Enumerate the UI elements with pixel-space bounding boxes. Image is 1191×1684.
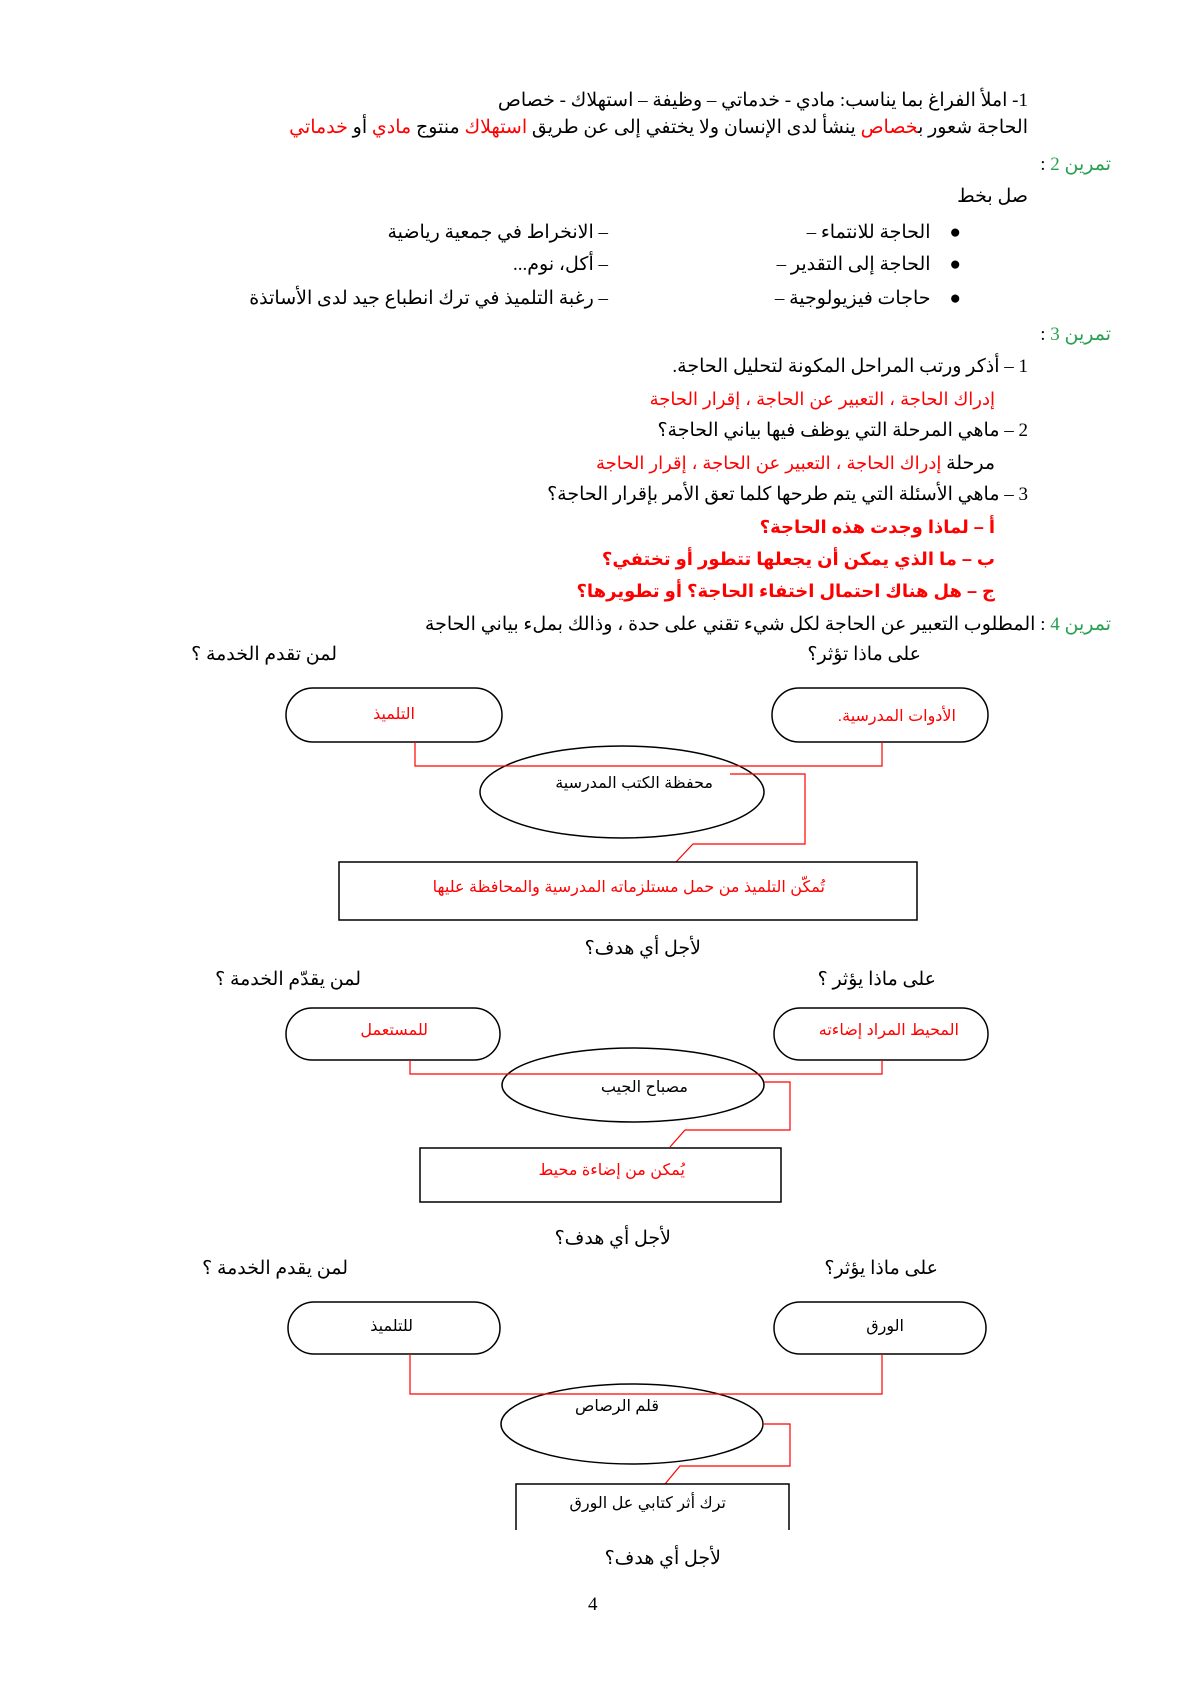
diagram-2-question-user: لمن يقدّم الخدمة ؟ bbox=[215, 969, 361, 990]
ex4-title: تمرين 4 bbox=[1050, 614, 1111, 635]
ex2-right-item: – الانخراط في جمعية رياضية bbox=[387, 222, 608, 243]
diagram-3-question-goal: لأجل أي هدف؟ bbox=[604, 1548, 721, 1569]
diagram-1-matter: الأدوات المدرسية. bbox=[837, 708, 956, 725]
ex2-title: تمرين 2 bbox=[1050, 154, 1111, 175]
diagram-1-product: محفظة الكتب المدرسية bbox=[555, 775, 713, 792]
ex3-question-1: 1 – أذكر ورتب المراحل المكونة لتحليل الحاجة. bbox=[672, 356, 1028, 377]
diagram-3-user: للتلميذ bbox=[370, 1318, 413, 1335]
diagram-2-question-goal: لأجل أي هدف؟ bbox=[554, 1228, 671, 1249]
ex2-left-item: ● حاجات فيزيولوجية – bbox=[774, 288, 961, 309]
ex2-right-item: – أكل، نوم... bbox=[513, 254, 608, 275]
diagram-2-goal: يُمكن من إضاءة محيط bbox=[538, 1162, 685, 1179]
diagram-3-connector-bottom bbox=[665, 1424, 790, 1484]
diagram-1-connector-top bbox=[415, 742, 882, 766]
ex2-instruction: صل بخط bbox=[957, 186, 1028, 207]
ex3-question-2: 2 – ماهي المرحلة التي يوظف فيها بياني الحاجة؟ bbox=[657, 420, 1028, 441]
diagram-3-goal: ترك أثر كتابي عل الورق bbox=[569, 1495, 726, 1512]
ex3-question-3: 3 – ماهي الأسئلة التي يتم طرحها كلما تعق الأمر بإقرار الحاجة؟ bbox=[547, 484, 1028, 505]
page-number: 4 bbox=[588, 1594, 598, 1615]
ex3-answer-2: مرحلة إدراك الحاجة ، التعبير عن الحاجة ، إقرار الحاجة bbox=[596, 453, 995, 474]
diagram-3-product: قلم الرصاص bbox=[575, 1398, 659, 1415]
ex1-answer-2: استهلاك bbox=[464, 117, 528, 138]
ex4-heading: تمرين 4 : المطلوب التعبير عن الحاجة لكل شيء تقني على حدة ، وذالك بملء بياني الحاجة bbox=[424, 614, 1111, 635]
diagram-1-question-goal: لأجل أي هدف؟ bbox=[584, 938, 701, 959]
ex3-answer-1: إدراك الحاجة ، التعبير عن الحاجة ، إقرار الحاجة bbox=[649, 389, 995, 409]
diagram-1-question-matter: على ماذا تؤثر؟ bbox=[807, 644, 921, 665]
diagram-2-user: للمستعمل bbox=[360, 1022, 428, 1039]
ex3-answer-3a: أ – لماذا وجدت هذه الحاجة؟ bbox=[759, 517, 995, 537]
ex1-sentence: الحاجة شعور بخصاص ينشأ لدى الإنسان ولا يختفي إلى عن طريق استهلاك منتوج مادي أو خدماتي bbox=[289, 117, 1028, 138]
diagram-2-question-matter: على ماذا يؤثر ؟ bbox=[817, 969, 936, 990]
diagram-1-question-user: لمن تقدم الخدمة ؟ bbox=[191, 644, 337, 665]
ex3-answer-3b: ب – ما الذي يمكن أن يجعلها تتطور أو تختفي؟ bbox=[601, 549, 995, 569]
ex3-title: تمرين 3 bbox=[1050, 324, 1111, 345]
diagram-3-question-matter: على ماذا يؤثر؟ bbox=[824, 1258, 938, 1279]
diagram-3-connector-top bbox=[410, 1354, 882, 1394]
ex1-answer-4: خدماتي bbox=[289, 117, 348, 138]
ex2-left-item: ● الحاجة للانتماء – bbox=[806, 222, 961, 243]
ex3-answer-3c: ج – هل هناك احتمال اختفاء الحاجة؟ أو تطويرها؟ bbox=[576, 581, 995, 601]
diagram-2-connector-top bbox=[410, 1060, 882, 1074]
ex3-heading: تمرين 3 : bbox=[1040, 324, 1111, 345]
diagram-2-connector-bottom bbox=[670, 1082, 790, 1147]
ex1-instruction: 1- املأ الفراغ بما يناسب: مادي - خدماتي – وظيفة – استهلاك - خصاص bbox=[497, 90, 1028, 111]
diagram-1-user: التلميذ bbox=[373, 706, 415, 723]
diagram-2-matter: المحيط المراد إضاءته bbox=[818, 1022, 959, 1039]
ex1-answer-1: خصاص bbox=[860, 117, 919, 138]
diagram-2-product: مصباح الجيب bbox=[600, 1079, 688, 1096]
diagram-1 bbox=[0, 680, 1191, 940]
ex2-right-item: – رغبة التلميذ في ترك انطباع جيد لدى الأساتذة bbox=[249, 288, 608, 309]
diagram-3-matter: الورق bbox=[866, 1318, 904, 1335]
diagram-1-goal: تُمكّن التلميذ من حمل مستلزماته المدرسية والمحافظة عليها bbox=[432, 879, 825, 896]
diagram-3-question-user: لمن يقدم الخدمة ؟ bbox=[202, 1258, 348, 1279]
ex2-left-item: ● الحاجة إلى التقدير – bbox=[776, 254, 961, 275]
ex2-heading: تمرين 2 : bbox=[1040, 154, 1111, 175]
ex1-answer-3: مادي bbox=[371, 117, 412, 138]
